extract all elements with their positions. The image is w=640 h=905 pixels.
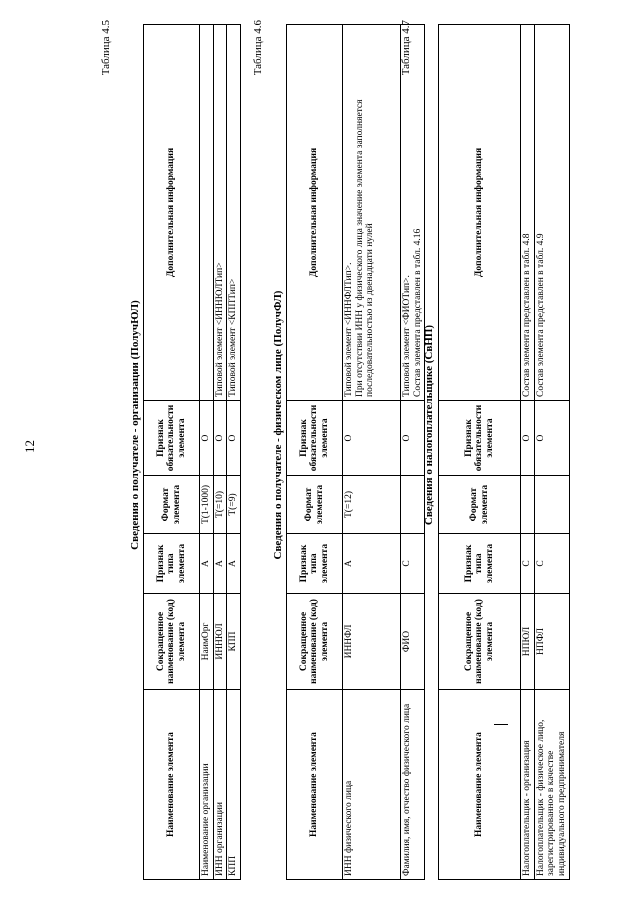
column-header: Наименование элемента [287,690,343,880]
table-row [343,25,401,880]
table-header-row [439,25,521,880]
cell: А [227,534,241,594]
cell [534,476,569,534]
column-header: Признак обязательности элемента [144,401,200,476]
cell: T(=12) [343,476,401,534]
cell [521,476,535,534]
cell: ИННФЛ [343,594,401,690]
cell: Фамилия, имя, отчество физического лица [401,690,425,880]
cell: С [521,534,535,594]
cell: T(1-1000) [200,476,214,534]
cell: Состав элемента представлен в табл. 4.8 [521,25,535,401]
scan-artifact-line [494,724,508,725]
column-header: Дополнительная информация [144,25,200,401]
cell: О [534,401,569,476]
column-header: Признак типа элемента [287,534,343,594]
cell: А [213,534,227,594]
cell: О [213,401,227,476]
column-header: Формат элемента [439,476,521,534]
column-header: Наименование элемента [144,690,200,880]
cell: ИНН организации [213,690,227,880]
cell: НПФЛ [534,594,569,690]
cell: Типовой элемент <КППТип> [227,25,241,401]
column-header: Формат элемента [144,476,200,534]
cell [401,476,425,534]
table-header-row [144,25,200,880]
column-header: Сокращенное наименование (код) элемента [287,594,343,690]
column-header: Признак типа элемента [144,534,200,594]
table-row [401,25,425,880]
cell: Состав элемента представлен в табл. 4.9 [534,25,569,401]
cell: Налогоплательщик - организация [521,690,535,880]
cell: Типовой элемент <ИННЮЛТип> [213,25,227,401]
column-header: Признак обязательности элемента [287,401,343,476]
column-header: Признак типа элемента [439,534,521,594]
column-header: Наименование элемента [439,690,521,880]
cell: А [200,534,214,594]
table-caption: Таблица 4.5 [100,20,112,76]
table-row [200,25,214,880]
table-caption: Таблица 4.6 [252,20,264,76]
cell: О [227,401,241,476]
cell: T(=9) [227,476,241,534]
cell: T(=10) [213,476,227,534]
table-row [534,25,569,880]
cell: Налогоплательщик - физическое лицо, зарегистрированное в качестве индивидуального предпринимателя [534,690,569,880]
page-number: 12 [22,440,37,453]
cell: С [534,534,569,594]
table-title: Сведения о налогоплательщике (СвНП) [423,324,435,526]
table-4-5 [143,24,241,880]
cell: С [401,534,425,594]
table-title: Сведения о получателе - физическом лице (ПолучФЛ) [272,290,284,560]
column-header: Сокращенное наименование (код) элемента [144,594,200,690]
column-header: Признак обязательности элемента [439,401,521,476]
table-title: Сведения о получателе - организации (ПолучЮЛ) [129,300,141,550]
cell: А [343,534,401,594]
cell: Типовой элемент <ИННФЛТип>. При отсутствии ИНН у физического лица значение элемента заполняется последовательностью из двенадцати нулей [343,25,401,401]
table-4-6 [286,24,425,880]
cell: О [521,401,535,476]
cell: О [200,401,214,476]
table-header-row [287,25,343,880]
cell [200,25,214,401]
cell: Наименование организации [200,690,214,880]
cell: ИНН физического лица [343,690,401,880]
cell: ИННЮЛ [213,594,227,690]
table-row [227,25,241,880]
cell: КПП [227,690,241,880]
cell: О [343,401,401,476]
table-4-7 [438,24,570,880]
cell: Типовой элемент <ФИОТип>. Состав элемента представлен в табл. 4.16 [401,25,425,401]
table-row [521,25,535,880]
cell: О [401,401,425,476]
column-header: Дополнительная информация [287,25,343,401]
table-caption: Таблица 4.7 [400,20,412,76]
table-row [213,25,227,880]
cell: НПЮЛ [521,594,535,690]
cell: КПП [227,594,241,690]
column-header: Сокращенное наименование (код) элемента [439,594,521,690]
column-header: Дополнительная информация [439,25,521,401]
cell: НаимОрг [200,594,214,690]
column-header: Формат элемента [287,476,343,534]
cell: ФИО [401,594,425,690]
